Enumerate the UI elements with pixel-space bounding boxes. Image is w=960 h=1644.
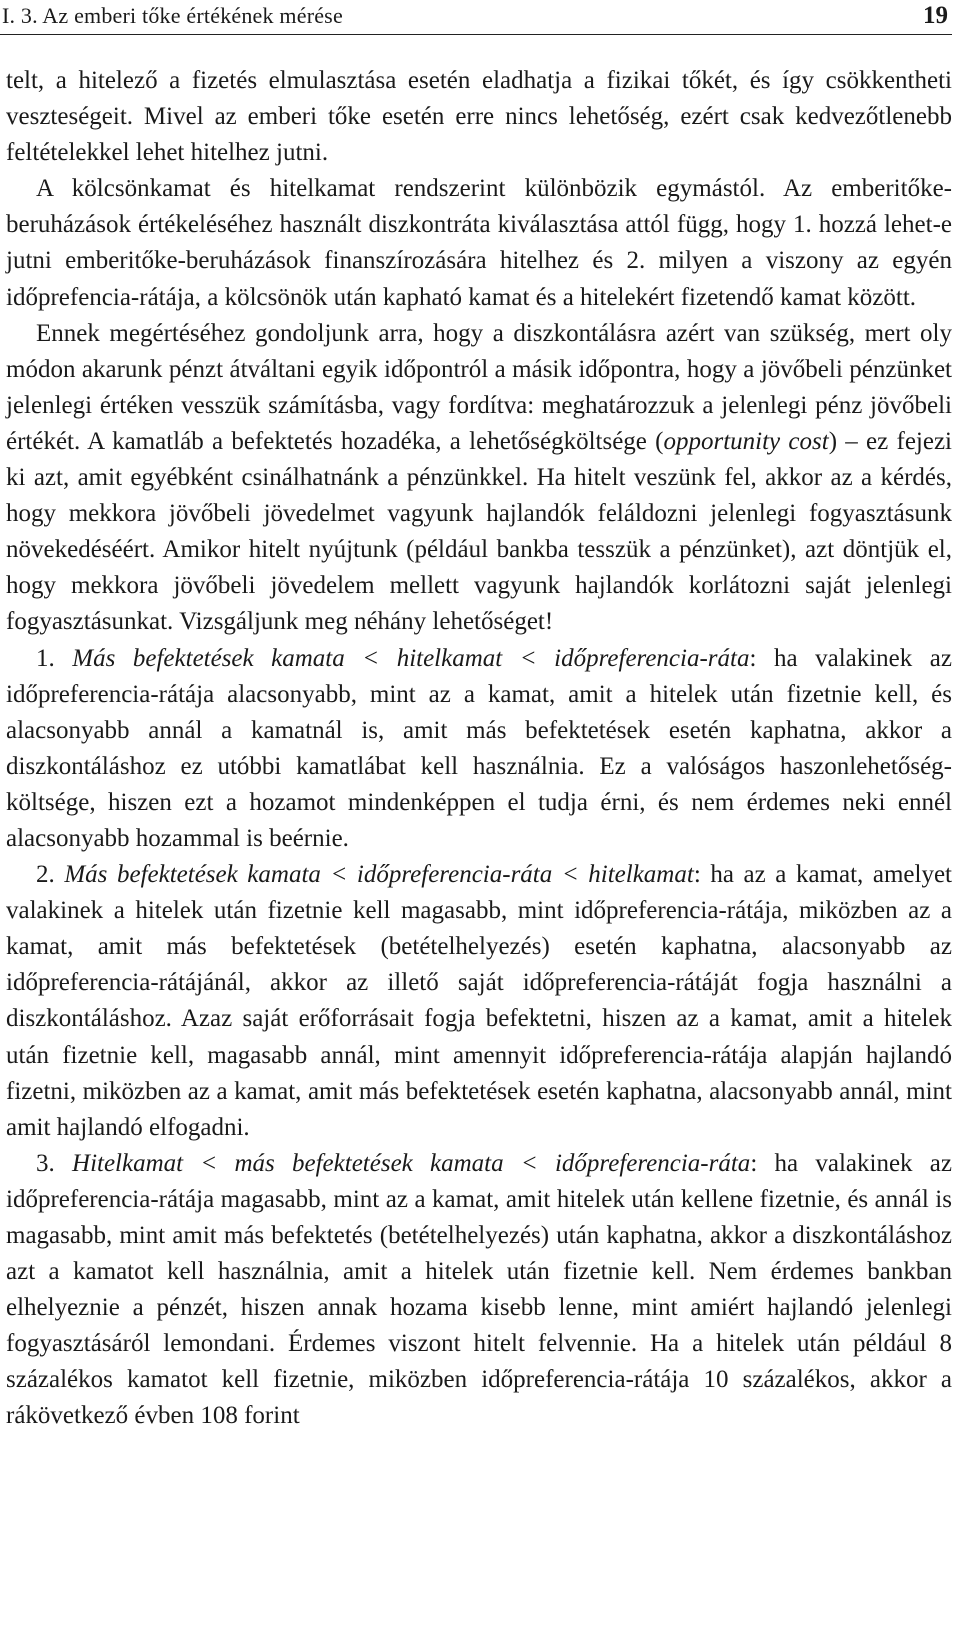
list-condition: Más befektetések kamata < időpreferencia-ráta < hitelkamat: [64, 861, 694, 889]
paragraph-text: Ennek megértéséhez gondoljunk arra, hogy a diszkontálásra azért van szükség, mert oly módon akarunk pénzt átváltani egyik időpontról a másik időpontra, hogy a jövőbeli pénzünket jelenlegi értéken vesszük számításba, vagy fordítva: meghatározzuk a jelenlegi pénz jövőbeli értékét. A kamatláb a befektetés hozadéka, a lehetőségköltsége (: [6, 319, 952, 455]
paragraph-interest-rates: A kölcsönkamat és hitelkamat rendszerint különbözik egymástól. Az emberitőke-beruházások értékeléséhez használt diszkontráta kiválasztása attól függ, hogy 1. hozzá lehet-e jutni emberitőke-beruházások finanszírozására hitelhez és 2. milyen a viszony az egyén időprefencia-rátája, a kölcsönök után kapható kamat és a hitelekért fizetendő kamat között.: [6, 175, 952, 311]
list-number: 3.: [36, 1149, 73, 1177]
paragraph-discounting: [6, 316, 952, 641]
list-number: 1.: [36, 644, 73, 672]
body-text: [6, 63, 952, 1435]
list-item-2: [6, 857, 952, 1146]
list-condition: Hitelkamat < más befektetések kamata < időpreferencia-ráta: [72, 1149, 751, 1177]
list-text: : ha valakinek az időpreferencia-rátája magasabb, mint az a kamat, amit hitelek után kellene fizetnie, és annál is magasabb, mint amit más befektetés (betételhelyezés) után kaphatna, akkor a diszkontáláshoz azt a kamatot kell használnia, amit a hitelek után fizetnie kell. Nem érdemes bankban elhelyeznie a pénzét, hiszen annak hozama kisebb lenne, mint amiért hajlandó jelenlegi fogyasztásáról lemondani. Érdemes viszont hitelt felvennie. Ha a hitelek után például 8 százalékos kamatot kell fizetnie, miközben időpreferencia-rátája 10 százalékos, akkor a rákövetkező évben 108 forint: [6, 1149, 952, 1430]
paragraph-continuation: telt, a hitelező a fizetés elmulasztása esetén eladhatja a fizikai tőkét, és így csökkentheti veszteségeit. Mivel az emberi tőke esetén erre nincs lehetőség, ezért csak kedvezőtlenebb feltételekkel lehet hitelhez jutni.: [6, 67, 952, 167]
list-item-3: [6, 1146, 952, 1435]
running-header: [0, 0, 952, 35]
italic-term: opportunity cost: [663, 427, 829, 455]
list-text: : ha valakinek az időpreferencia-rátája alacsonyabb, mint az a kamat, amit a hitelek után fizetnie kell, és alacsonyabb annál a kamatnál is, amit más befektetések esetén kaphatna, akkor a diszkontáláshoz ez utóbbi kamatlábat kell használnia. Ez a valóságos haszonlehetőség-költsége, hiszen ezt a hozamot mindenképpen el tudja érni, és nem érdemes neki ennél alacsonyabb hozammal is beérnie.: [6, 644, 952, 852]
list-text: : ha az a kamat, amelyet valakinek a hitelek után fizetnie kell magasabb, mint időpreferencia-rátája, miközben az a kamat, amit más befektetések (betételhelyezés) esetén kaphatna, alacsonyabb az időpreferencia-rátájánál, akkor az illető saját időpreferencia-rátáját fogja használni a diszkontáláshoz. Azaz saját erőforrásait fogja befektetni, hiszen az a kamat, amit a hitelek után fizetnie kell, magasabb annál, mint amennyit időpreferencia-rátája alapján hajlandó fizetni, miközben az a kamat, amit más befektetések esetén kaphatna, alacsonyabb annál, mint amit hajlandó elfogadni.: [6, 861, 953, 1141]
list-condition: Más befektetések kamata < hitelkamat < időpreferencia-ráta: [72, 644, 750, 672]
running-title: I. 3. Az emberi tőke értékének mérése: [2, 3, 343, 28]
list-number: 2.: [36, 861, 65, 889]
list-item-1: [6, 641, 952, 858]
page-number: 19: [923, 2, 948, 29]
paragraph-text: ) – ez fejezi ki azt, amit egyébként csinálhatnánk a pénzünkkel. Ha hitelt veszünk fel, akkor az a kérdés, hogy mekkora jövőbeli jövedelmet vagyunk hajlandók feláldozni jelenlegi fogyasztásunk növekedéséért. Amikor hitelt nyújtunk (például bankba tesszük a pénzünket), azt döntjük el, hogy mekkora jövőbeli jövedelem mellett vagyunk hajlandók korlátozni saját jelenlegi fogyasztásunkat. Vizsgáljunk meg néhány lehetőséget!: [6, 427, 952, 636]
